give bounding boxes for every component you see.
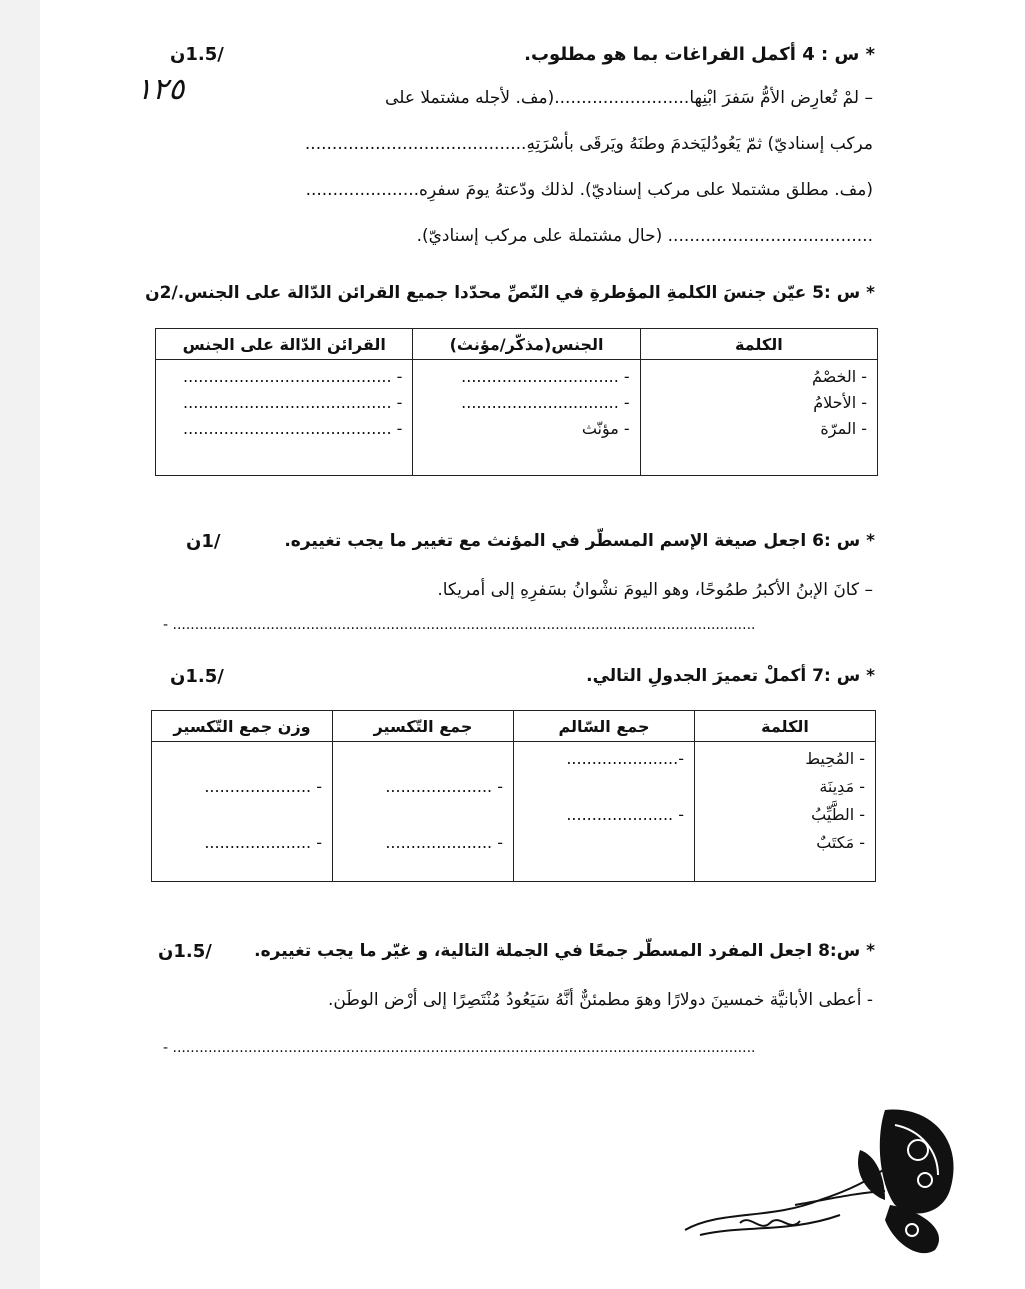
q7-word: - مَكتَبٌ (816, 833, 865, 852)
q8-sentence: - أعطى الأبانيَّة خمسينَ دولارًا وهوَ مطمئنٌّ أنَّهُ سَيَعُودُ مُنْتَصِرًا إلى أرْض الوطَن. (328, 990, 873, 1010)
q7-salim-blank[interactable] (524, 774, 684, 802)
q7-taksir-blank[interactable]: - ..................... (385, 777, 503, 796)
q5-words-cell (640, 360, 877, 476)
q5-header-gender: الجنس(مذكّر/مؤنث) (413, 329, 640, 360)
q5-evidence-blank[interactable]: - ......................................... (183, 393, 403, 412)
q7-words-cell (695, 742, 876, 882)
q6-score: /1ن (186, 531, 221, 552)
butterfly-ornament-icon (680, 1095, 980, 1255)
worksheet-page (40, 0, 1025, 1289)
q6-answer-line[interactable]: - ................................................................................................................................... (163, 617, 756, 633)
q7-salim-cell (514, 742, 695, 882)
q5-word: - الخصْمُ (811, 367, 867, 386)
q5-evidence-blank[interactable]: - ......................................... (183, 367, 403, 386)
q7-table (151, 710, 876, 882)
q8-title: * س:8 اجعل المفرد المسطّر جمعًا في الجملة التالية، و غيّر ما يجب تغييره. (254, 941, 875, 961)
q4-title: * س : 4 أكمل الفراغات بما هو مطلوب. (524, 44, 875, 65)
q5-table (155, 328, 878, 476)
q4-line-1: – لمْ تُعارِض الأمُّ سَفرَ ابْنِها.........................(مف. لأجله مشتملا على (385, 88, 873, 108)
q7-taksir-cell (333, 742, 514, 882)
q5-title: * س :5 عيّن جنسَ الكلمةِ المؤطرةِ في النّصِّ محدّدا جميع القرائن الدّالة على الجنس./2ن (145, 283, 875, 303)
q7-title: * س :7 أكملْ تعميرَ الجدولِ التالي. (586, 666, 875, 686)
q5-evidence-cell (156, 360, 413, 476)
q6-sentence: – كانَ الإبنُ الأكبرُ طمُوحًا، وهو اليومَ نشْوانُ بسَفرِهِ إلى أمريكا. (437, 580, 873, 600)
q7-wazn-blank[interactable] (162, 746, 322, 774)
q7-salim-blank[interactable]: -...................... (566, 749, 684, 768)
q7-header-word: الكلمة (695, 711, 876, 742)
q5-gender-blank[interactable]: - ............................... (461, 393, 630, 412)
q7-salim-blank[interactable]: - ..................... (566, 805, 684, 824)
q7-wazn-cell (152, 742, 333, 882)
q5-gender-cell (413, 360, 640, 476)
q5-word: - المرّة (820, 419, 867, 438)
q7-taksir-blank[interactable] (343, 802, 503, 830)
q5-header-word: الكلمة (640, 329, 877, 360)
q7-word: - المُحِيط (805, 749, 865, 768)
q5-evidence-blank[interactable]: - ......................................... (183, 419, 403, 438)
q7-header-taksir: جمع التّكسير (333, 711, 514, 742)
q4-line-4: ...................................... (حال مشتملة على مركب إسناديّ). (416, 226, 873, 246)
q7-word: - الطَّيِّبُ (811, 805, 865, 824)
q5-gender-blank[interactable]: - ............................... (461, 367, 630, 386)
q7-header-salim: جمع السّالم (514, 711, 695, 742)
q7-taksir-blank[interactable] (343, 746, 503, 774)
q5-header-evidence: القرائن الدّالة على الجنس (156, 329, 413, 360)
q7-wazn-blank[interactable] (162, 802, 322, 830)
q4-line-3: (مف. مطلق مشتملا على مركب إسناديّ). لذلك ودّعتهُ يومَ سفرِه..................... (305, 180, 873, 200)
q4-line-2: مركب إسناديّ) ثمّ يَعُودُليَخدمَ وطنَهُ ويَرقَى بأسْرَتِهِ......................................... (304, 134, 873, 154)
q8-score: /1.5ن (158, 941, 212, 962)
q7-wazn-blank[interactable]: - ..................... (204, 833, 322, 852)
q7-wazn-blank[interactable]: - ..................... (204, 777, 322, 796)
q8-answer-line[interactable]: - ................................................................................................................................... (163, 1040, 756, 1056)
q7-header-wazn: وزن جمع التّكسير (152, 711, 333, 742)
q7-salim-blank[interactable] (524, 830, 684, 858)
q6-title: * س :6 اجعل صيغة الإسم المسطّر في المؤنث مع تغيير ما يجب تغييره. (284, 531, 875, 551)
q7-word: - مَدِينَة (819, 777, 865, 796)
q4-score: /1.5ن (170, 44, 224, 65)
q4-handwritten-mark: ١٢٥ (136, 72, 185, 107)
q7-taksir-blank[interactable]: - ..................... (385, 833, 503, 852)
q5-gender-answer: - مؤنّث (581, 419, 630, 438)
q7-score: /1.5ن (170, 666, 224, 687)
q5-word: - الأحلامُ (813, 393, 867, 412)
